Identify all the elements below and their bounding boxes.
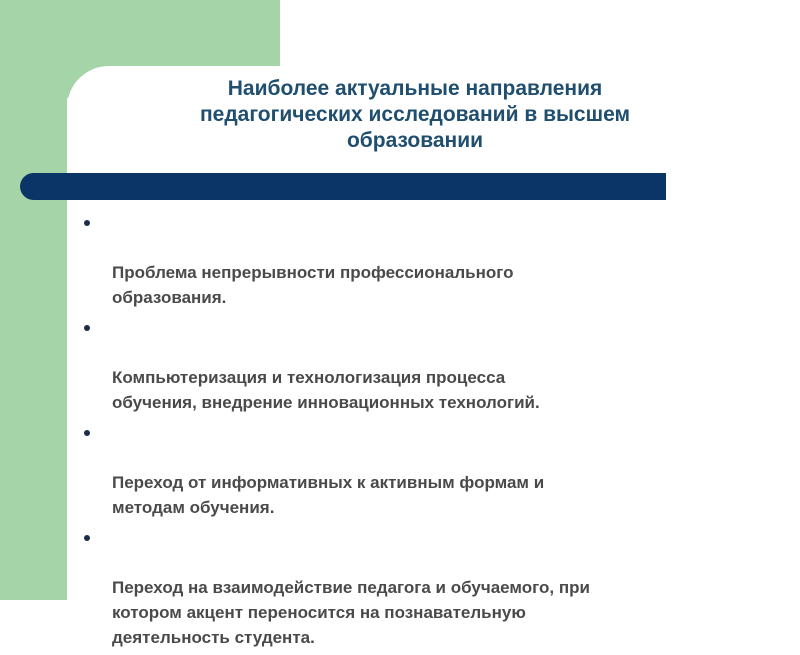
bullet-item — [84, 315, 764, 415]
bullet-item — [84, 420, 764, 520]
bullet-dot-icon — [84, 325, 90, 331]
slide-title-line-2: педагогических исследований в высшем — [199, 103, 631, 126]
bullet-text: Компьютеризация и технологизация процесса обучения, внедрение инновационных технологий. — [112, 368, 540, 412]
bullet-dot-icon — [84, 430, 90, 436]
bullet-dot-icon — [84, 535, 90, 541]
slide-title — [100, 76, 730, 154]
title-divider-bar — [20, 173, 666, 200]
green-accent-left — [0, 0, 67, 600]
bullet-text: Переход на взаимодействие педагога и обучаемого, при котором акцент переносится на познавательную деятельность студента. — [112, 578, 590, 647]
slide-title-line-1: Наиболее актуальные направления — [227, 77, 603, 100]
bullet-list — [84, 210, 764, 655]
bullet-text: Переход от информативных к активным формам и методам обучения. — [112, 473, 545, 517]
bullet-item — [84, 210, 764, 310]
slide-title-line-3: образовании — [346, 129, 484, 152]
bullet-item — [84, 525, 764, 650]
bullet-dot-icon — [84, 220, 90, 226]
bullet-text: Проблема непрерывности профессионального образования. — [112, 263, 514, 307]
